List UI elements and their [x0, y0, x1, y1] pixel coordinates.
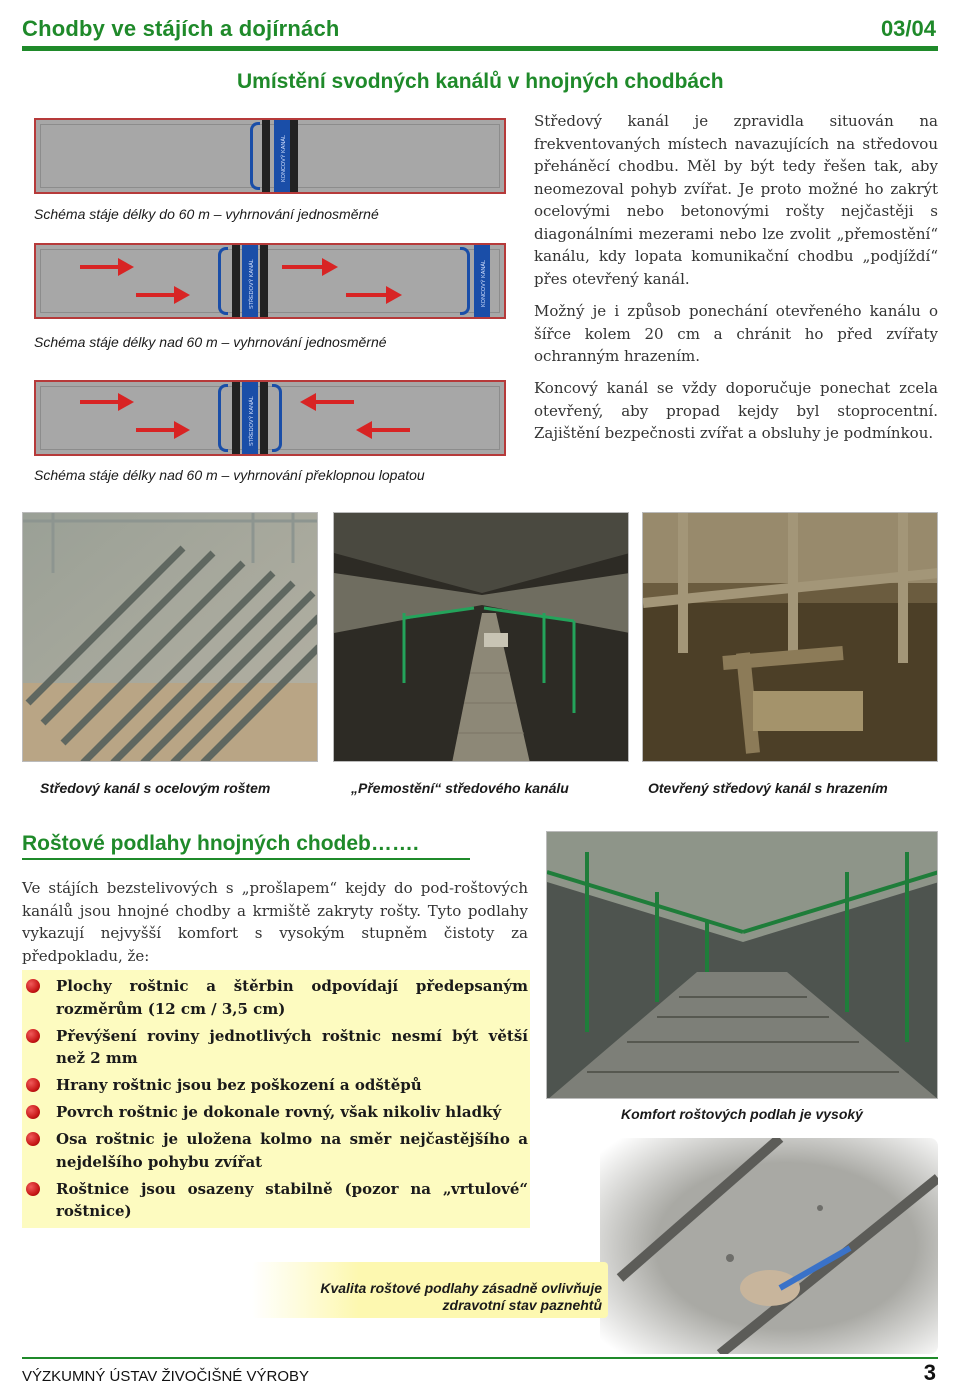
scraper-blade-icon	[272, 384, 282, 452]
requirements-list	[26, 975, 528, 1227]
section-underline	[22, 858, 470, 860]
footer-divider	[22, 1357, 938, 1359]
section-title-floors: Roštové podlahy hnojných chodeb…….	[22, 832, 419, 855]
scheme-caption-2: Schéma stáje délky nad 60 m – vyhrnování jednosměrné	[34, 334, 387, 350]
center-canal	[242, 245, 258, 317]
bullet-icon	[26, 979, 40, 993]
header-page-code: 03/04	[880, 16, 936, 41]
canal-label: KONCOVÝ KANÁL	[481, 259, 487, 307]
photo-canal-bridge	[333, 512, 629, 762]
canal-label: STŘEDOVÝ KANÁL	[249, 396, 255, 446]
bullet-icon	[26, 1029, 40, 1043]
list-item-text: Hrany roštnic jsou bez poškození a odštěpů	[56, 1076, 422, 1094]
scheme-diagram-1	[34, 118, 506, 194]
scheme-caption-1: Schéma stáje délky do 60 m – vyhrnování jednosměrné	[34, 206, 379, 222]
scraper-blade-icon	[218, 247, 228, 315]
scraper-blade-icon	[218, 384, 228, 452]
center-canal	[242, 382, 258, 454]
list-item	[26, 1025, 528, 1070]
page-header	[0, 0, 960, 62]
list-item-text: Převýšení roviny jednotlivých roštnic nesmí být větší než 2 mm	[56, 1026, 528, 1067]
list-item	[26, 1178, 528, 1223]
wall-bar	[290, 120, 298, 192]
bullet-icon	[26, 1182, 40, 1196]
bullet-icon	[26, 1132, 40, 1146]
paragraph-center-canal: Středový kanál je zpravidla situován na frekventovaných místech navazujících na středovou přeháněcí chodbu. Měl by být tedy řešen tak, aby neomezoval pohyb zvířat. Je proto možné ho zakrýt ocelovými nebo betonovými rošty nejčastěji s diagonálními mezerami nebo lze zvolit „přemostění“ kanálu, kdy lopata komunikační chodbu „podjíždí“ přes otevřený kanál.	[534, 112, 938, 288]
list-item	[26, 1074, 528, 1097]
bullet-icon	[26, 1105, 40, 1119]
list-item	[26, 1101, 528, 1124]
footer-institute: VÝZKUMNÝ ÚSTAV ŽIVOČIŠNÉ VÝROBY	[22, 1368, 309, 1385]
scraper-blade-icon	[460, 247, 470, 315]
caption-slat-quality-line-1: Kvalita roštové podlahy zásadně ovlivňuje	[320, 1280, 602, 1296]
scheme-diagram-2	[34, 243, 506, 319]
canal-label: KONCOVÝ KANÁL	[281, 134, 287, 182]
paragraph-end-canal: Koncový kanál se vždy doporučuje ponechat zcela otevřený, aby propad kejdy byl stoprocentní. Zajištění bezpečnosti zvířat a obsluhy je podmínkou.	[534, 379, 938, 442]
scheme-diagram-3	[34, 380, 506, 456]
wall-bar	[260, 382, 268, 454]
photo-steel-grate	[22, 512, 318, 762]
header-title: Chodby ve stájích a dojírnách	[22, 16, 340, 41]
scheme-caption-3: Schéma stáje délky nad 60 m – vyhrnování překlopnou lopatou	[34, 467, 425, 483]
end-canal	[274, 120, 290, 192]
canal-label: STŘEDOVÝ KANÁL	[249, 259, 255, 309]
header-divider	[22, 46, 938, 51]
photo-slat-quality-closeup	[600, 1138, 938, 1354]
list-item-text: Osa roštnic je uložena kolmo na směr nejčastějšího a nejdelšího pohybu zvířat	[56, 1130, 528, 1171]
end-canal	[474, 245, 490, 317]
photo-slatted-floor-barn	[546, 831, 938, 1099]
scraper-blade-icon	[250, 122, 260, 190]
footer-page-number: 3	[923, 1360, 936, 1385]
wall-bar	[260, 245, 268, 317]
list-item-text: Povrch roštnic je dokonale rovný, však nikoliv hladký	[56, 1103, 502, 1121]
list-item	[26, 975, 528, 1020]
caption-canal-bridge: „Přemostění“ středového kanálu	[351, 780, 569, 796]
list-item-text: Plochy roštnic a štěrbin odpovídají předepsaným rozměrům (12 cm / 3,5 cm)	[56, 977, 528, 1018]
caption-open-canal: Otevřený středový kanál s hrazením	[648, 780, 888, 796]
caption-slat-quality	[256, 1280, 602, 1314]
list-item-text: Roštnice jsou osazeny stabilně (pozor na „vrtulové“ roštnice)	[56, 1179, 528, 1220]
caption-slat-quality-line-2: zdravotní stav paznehtů	[442, 1297, 602, 1313]
paragraph-slatted-floor-intro: Ve stájích bezstelivových s „prošlapem“ kejdy do pod-roštových kanálů jsou hnojné chodby a krmiště zakryty rošty. Tyto podlahy vykazují nejvyšší komfort s vysokým stupněm čistoty za předpokladu, že:	[22, 879, 528, 965]
section-title-canals: Umístění svodných kanálů v hnojných chodbách	[237, 70, 724, 93]
wall-bar	[262, 120, 270, 192]
bullet-icon	[26, 1078, 40, 1092]
caption-slatted-comfort: Komfort roštových podlah je vysoký	[621, 1106, 863, 1122]
wall-bar	[232, 245, 240, 317]
caption-steel-grate: Středový kanál s ocelovým roštem	[40, 780, 271, 796]
wall-bar	[232, 382, 240, 454]
list-item	[26, 1128, 528, 1173]
paragraph-open-canal: Možný je i způsob ponechání otevřeného kanálu o šířce kolem 20 cm a chránit ho před zvířaty ochranným hrazením.	[534, 302, 938, 365]
photo-open-canal	[642, 512, 938, 762]
